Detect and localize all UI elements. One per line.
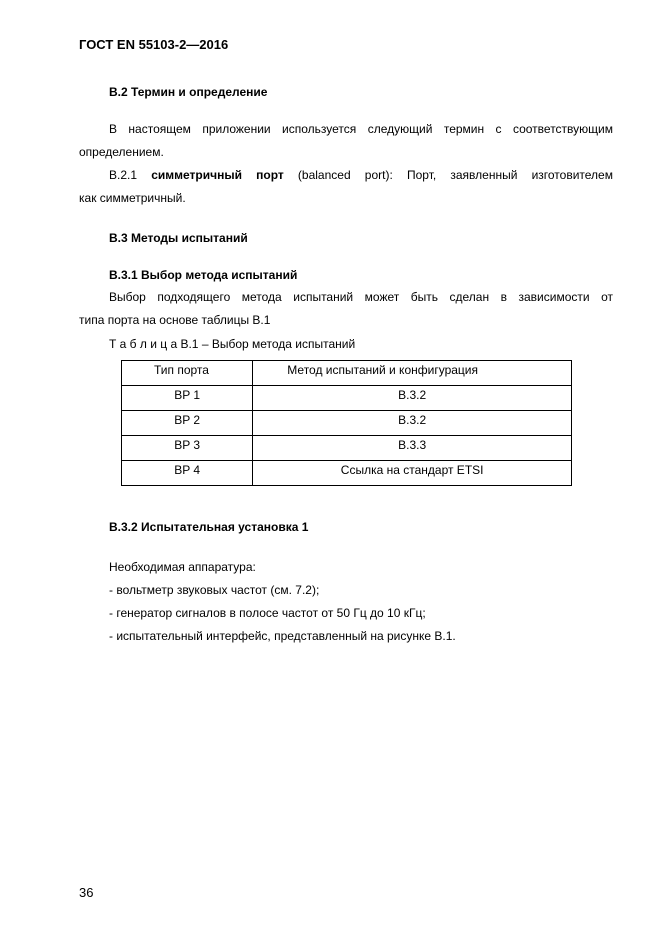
section-b2-title: В.2 Термин и определение [109, 85, 268, 99]
table-cell-port: BP 4 [122, 461, 253, 486]
table-header-port-type: Тип порта [122, 361, 253, 386]
table-cell-port: BP 3 [122, 436, 253, 461]
definition-text: (balanced port): Порт, заявленный изготовителем [283, 168, 613, 182]
equipment-list-item: - вольтметр звуковых частот (см. 7.2); [109, 583, 320, 597]
table-row [122, 386, 572, 411]
table-cell-method: В.3.3 [253, 436, 572, 461]
definition-term: симметричный порт [151, 168, 284, 182]
section-b32-title: В.3.2 Испытательная установка 1 [109, 520, 309, 534]
section-b2-intro-line2: определением. [79, 145, 164, 159]
document-header: ГОСТ EN 55103-2—2016 [79, 37, 229, 52]
definition-b21-line1 [109, 164, 613, 187]
equipment-list-item: - испытательный интерфейс, представленный на рисунке В.1. [109, 629, 456, 643]
table-header-test-method: Метод испытаний и конфигурация [253, 361, 572, 386]
equipment-label: Необходимая аппаратура: [109, 560, 256, 574]
section-b3-title: В.3 Методы испытаний [109, 231, 248, 245]
table-row [122, 461, 572, 486]
section-b31-para-line2: типа порта на основе таблицы В.1 [79, 313, 271, 327]
table-cell-port: BP 1 [122, 386, 253, 411]
table-cell-method: В.3.2 [253, 386, 572, 411]
definition-number: В.2.1 [109, 168, 152, 182]
equipment-list-item: - генератор сигналов в полосе частот от 50 Гц до 10 кГц; [109, 606, 426, 620]
section-b2-intro-line1: В настоящем приложении используется следующий термин с соответствующим [109, 122, 613, 136]
test-method-table [121, 360, 572, 486]
section-b31-para-line1: Выбор подходящего метода испытаний может быть сделан в зависимости от [109, 290, 613, 304]
table-cell-method: В.3.2 [253, 411, 572, 436]
table-row [122, 436, 572, 461]
definition-b21-line2: как симметричный. [79, 191, 186, 205]
table-caption: Т а б л и ц а В.1 – Выбор метода испытаний [109, 337, 356, 351]
page-number: 36 [79, 885, 94, 900]
section-b31-title: В.3.1 Выбор метода испытаний [109, 268, 298, 282]
table-cell-port: BP 2 [122, 411, 253, 436]
table-cell-method: Ссылка на стандарт ETSI [253, 461, 572, 486]
table-row [122, 411, 572, 436]
table-header-row [122, 361, 572, 386]
